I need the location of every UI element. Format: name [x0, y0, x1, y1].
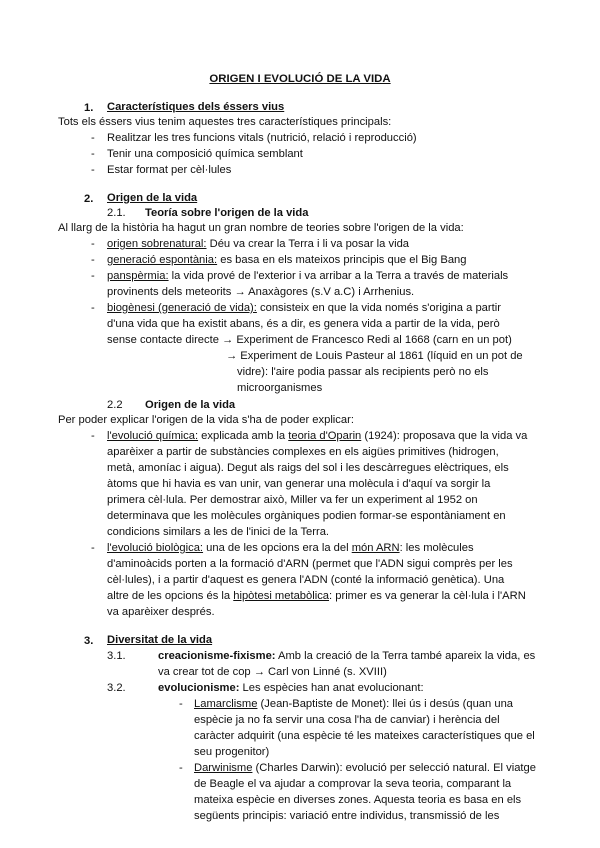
page-title: ORIGEN I EVOLUCIÓ DE LA VIDA [209, 73, 391, 85]
list-item-continuation: primera cèl·lula. Per demostrar això, Miller va fer un experiment al 1952 on [107, 494, 478, 506]
text: explicada amb la [198, 430, 289, 442]
list-item-continuation: espècie ja no fa servir una cosa l'ha de canviar) i herència del [194, 714, 500, 726]
subsection-3-1-text [158, 648, 535, 664]
section-2-number: 2. [84, 193, 94, 205]
term: l'evolució química: [107, 430, 199, 442]
bullet-dash: - [91, 270, 95, 282]
list-item-continuation: vidre): l'aire podia passar als recipients però no els [237, 366, 489, 378]
list-item: Estar format per cèl·lules [107, 164, 232, 176]
list-item-continuation: va crear tot de cop → Carl von Linné (s. XVIII) [158, 666, 387, 678]
list-item-continuation: seu progenitor) [194, 746, 270, 758]
section-1-heading: Característiques dels éssers vius [107, 101, 285, 113]
text: la vida prové de l'exterior i va arribar a la Terra a través de materials [168, 270, 509, 282]
subsection-3-1-number: 3.1. [107, 650, 126, 662]
list-item-continuation: va aparèixer després. [107, 606, 215, 618]
list-item-continuation: d'una vida que ha existit abans, és a dir, es genera vida a partir de la vida, però [107, 318, 500, 330]
list-item [194, 696, 513, 712]
term-link: hipòtesi metabòlica [233, 590, 330, 602]
list-item-continuation: àtoms que hi havia es van unir, van generar una molècula i d'aquí va sorgir la [107, 478, 491, 490]
bullet-dash: - [91, 430, 95, 442]
bullet-dash: - [91, 302, 95, 314]
term: origen sobrenatural: [107, 238, 207, 250]
list-item: Tenir una composició química semblant [107, 148, 303, 160]
term-link: món ARN [351, 542, 400, 554]
list-item-continuation: d'aminoàcids porten a la formació d'ARN (permet que l'ADN sigui comprès per les [107, 558, 513, 570]
section-3-heading: Diversitat de la vida [107, 634, 213, 646]
list-item-continuation: determinava que les molècules orgàniques podien formar-se espontàniament en [107, 510, 506, 522]
section-1-number: 1. [84, 102, 94, 114]
bullet-dash: - [91, 542, 95, 554]
term: panspèrmia: [107, 270, 169, 282]
list-item [194, 760, 536, 776]
term: biogènesi (generació de vida): [107, 302, 257, 314]
section-1-intro: Tots els éssers vius tenim aquestes tres característiques principals: [58, 116, 392, 128]
list-item [107, 268, 508, 284]
subsection-3-2-number: 3.2. [107, 682, 126, 694]
subsection-3-2-text [158, 680, 424, 696]
subsection-2-1-heading: Teoría sobre l'origen de la vida [145, 207, 309, 219]
list-item [107, 300, 501, 316]
text: (Jean-Baptiste de Monet): llei ús i desús (quan una [257, 698, 514, 710]
section-3-number: 3. [84, 635, 94, 647]
list-item [107, 428, 527, 444]
text: (1924): proposava que la vida va [361, 430, 528, 442]
list-item-continuation: → Experiment de Louis Pasteur al 1861 (líquid en un pot de [226, 350, 523, 362]
subsection-2-2-number: 2.2 [107, 399, 123, 411]
list-item [107, 540, 474, 556]
term: l'evolució biològica: [107, 542, 204, 554]
list-item-continuation [107, 588, 526, 604]
text: (Charles Darwin): evolució per selecció natural. El viatge [252, 762, 536, 774]
term: evolucionisme: [158, 682, 240, 694]
list-item-continuation: condicions similars a les de l'inici de la Terra. [107, 526, 330, 538]
term: generació espontània: [107, 254, 218, 266]
section-2-heading: Origen de la vida [107, 192, 198, 204]
bullet-dash: - [91, 132, 95, 144]
bullet-dash: - [179, 762, 183, 774]
list-item-continuation: aparèixer a partir de substàncies complexes en els aigües primitives (hidrogen, [107, 446, 499, 458]
bullet-dash: - [91, 148, 95, 160]
term: creacionisme-fixisme: [158, 650, 276, 662]
section-2-intro: Al llarg de la història ha hagut un gran nombre de teories sobre l'origen de la vida: [58, 222, 464, 234]
list-item-continuation: mateixa espècie en diverses zones. Aquesta teoria es basa en els [194, 794, 522, 806]
term-link: teoria d'Oparin [288, 430, 362, 442]
list-item-continuation: sense contacte directe → Experiment de Francesco Redi al 1668 (carn en un pot) [107, 334, 512, 346]
subsection-2-1-number: 2.1. [107, 207, 126, 219]
text: : primer es va generar la cèl·lula i l'ARN [329, 590, 526, 602]
text: Amb la creació de la Terra també apareix la vida, es [275, 650, 536, 662]
text: una de les opcions era la del [203, 542, 352, 554]
term: Darwinisme [194, 762, 253, 774]
section-2-2-intro: Per poder explicar l'origen de la vida s'ha de poder explicar: [58, 414, 354, 426]
text: : les molècules [399, 542, 474, 554]
list-item-continuation: microorganismes [237, 382, 323, 394]
term: Lamarclisme [194, 698, 258, 710]
list-item [107, 252, 467, 268]
bullet-dash: - [179, 698, 183, 710]
subsection-2-2-heading: Origen de la vida [145, 399, 236, 411]
bullet-dash: - [91, 164, 95, 176]
text: consisteix en que la vida només s'origina a partir [256, 302, 501, 314]
text: Déu va crear la Terra i li va posar la vida [206, 238, 410, 250]
bullet-dash: - [91, 238, 95, 250]
list-item: Realitzar les tres funcions vitals (nutrició, relació i reproducció) [107, 132, 417, 144]
bullet-dash: - [91, 254, 95, 266]
list-item-continuation: cèl·lules), i a partir d'aquest es genera l'ADN (conté la informació genètica). Una [107, 574, 505, 586]
list-item-continuation: provinents dels meteorits → Anaxàgores (s.V a.C) i Arrhenius. [107, 286, 415, 298]
text: es basa en els mateixos principis que el Big Bang [217, 254, 467, 266]
text: altre de les opcions és la [107, 590, 234, 602]
list-item-continuation: de Beagle el va ajudar a comprovar la seva teoria, comparant la [194, 778, 512, 790]
text: Les espècies han anat evolucionant: [239, 682, 424, 694]
list-item-continuation: metà, amoníac i aigua). Degut als raigs del sol i les descàrregues elèctriques, els [107, 462, 509, 474]
list-item-continuation: següents principis: variació entre individus, transmissió de les [194, 810, 500, 822]
list-item [107, 236, 409, 252]
list-item-continuation: caràcter adquirit (una espècie té les mateixes característiques que el [194, 730, 535, 742]
